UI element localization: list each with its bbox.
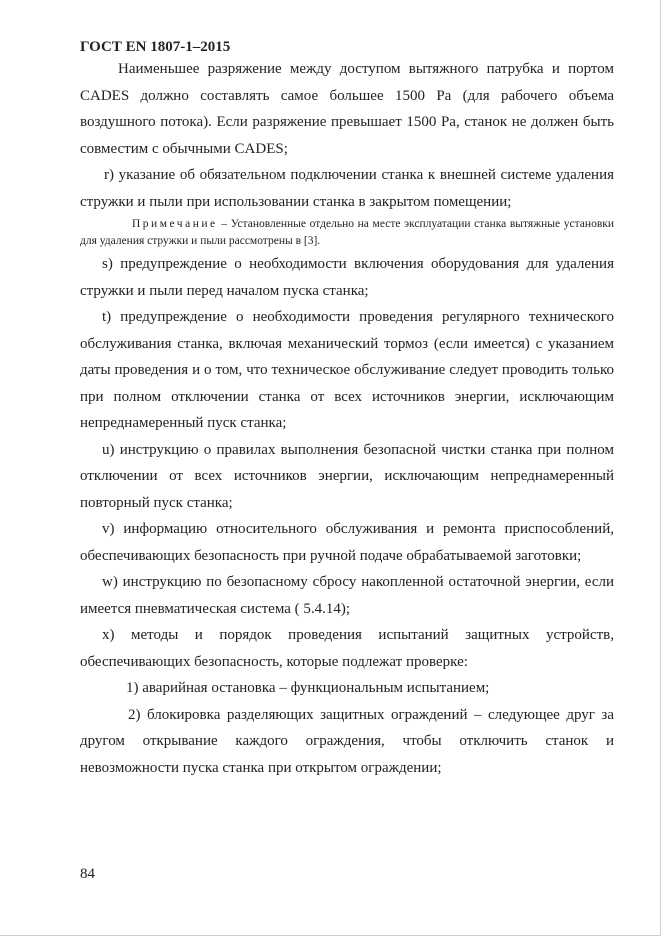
note-heading: Примечание [132,218,218,230]
list-item-r: r) указание об обязательном подключении станка к внешней системе удаления стружки и пыли при использовании станка в закрытом помещении; [80,167,614,210]
paragraph-cades-pressure: Наименьшее разряжение между доступом вытяжного патрубка и портом CADES должно составлять самое большее 1500 Pa (для рабочего объема воздушного потока). Если разряжение превышает 1500 Pa, станок не должен быть совместим с обычными CADES; [80,61,614,157]
list-item-w: w) инструкцию по безопасному сбросу накопленной остаточной энергии, если имеется пневматическая система ( 5.4.14); [80,574,614,617]
list-subitem-2: 2) блокировка разделяющих защитных ограждений – следующее друг за другом открывание каждого ограждения, чтобы отключить станок и невозможности пуска станка при открытом ограждении; [80,706,614,776]
list-item-s: s) предупреждение о необходимости включения оборудования для удаления стружки и пыли перед началом пуска станка; [80,256,614,299]
list-item-u: u) инструкцию о правилах выполнения безопасной чистки станка при полном отключении от всех источников энергии, исключающим непреднамеренный повторный пуск станка; [80,441,614,511]
list-item-t: t) предупреждение о необходимости проведения регулярного технического обслуживания станка, включая механический тормоз (если имеется) с указанием даты проведения и о том, что техническое обслуживание следует проводить только при полном отключении станка от всех источников энергии, исключающим непреднамеренный пуск станка; [80,309,614,431]
document-body [80,56,614,781]
standard-header: ГОСТ EN 1807-1–2015 [80,39,231,55]
list-item-x: x) методы и порядок проведения испытаний защитных устройств, обеспечивающих безопасность, которые подлежат проверке: [80,627,614,670]
page-number: 84 [80,866,95,882]
list-subitem-1: 1) аварийная остановка – функциональным испытанием; [126,680,490,696]
note [80,216,614,249]
note-text: – Установленные отдельно на месте эксплуатации станка вытяжные установки для удаления стружки и пыли рассмотрены в [3]. [80,218,614,247]
list-item-v: v) информацию относительного обслуживания и ремонта приспособлений, обеспечивающих безопасность при ручной подаче обрабатываемой заготовки; [80,521,614,564]
